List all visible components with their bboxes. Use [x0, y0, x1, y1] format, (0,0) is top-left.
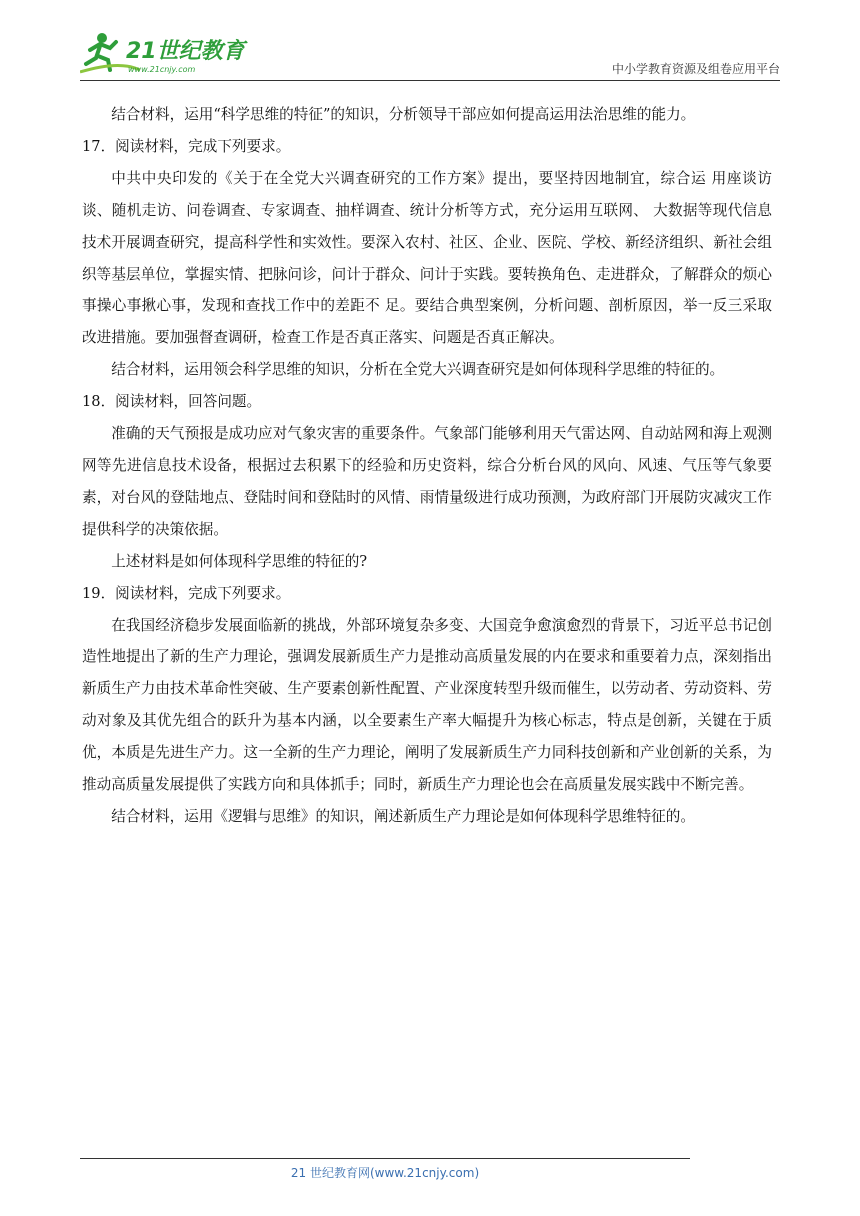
header-divider	[80, 80, 780, 81]
q18-title: 18．阅读材料，回答问题。	[82, 393, 262, 411]
q19-title: 19．阅读材料，完成下列要求。	[82, 584, 291, 602]
q18-material: 准确的天气预报是成功应对气象灾害的重要条件。气象部门能够利用天气雷达网、自动站网和海上观测网等先进信息技术设备，根据过去积累下的经验和历史资料，综合分析台风的风向、风速、气压等气象要素，对台风的登陆地点、登陆时间和登陆时的风情、雨情量级进行成功预测，为政府部门开展防灾减灾工作提供科学的决策依据。	[82, 425, 772, 538]
footer-link[interactable]: 21 世纪教育网(www.21cnjy.com)	[290, 1166, 480, 1180]
q16-prompt: 结合材料，运用“科学思维的特征”的知识，分析领导干部应如何提高运用法治思维的能力。	[111, 106, 696, 123]
logo-21cnjy	[80, 30, 250, 76]
q17-material: 中共中央印发的《关于在全党大兴调查研究的工作方案》提出，要坚持因地制宜，综合运 用座谈访谈、随机走访、问卷调查、专家调查、抽样调查、统计分析等方式，充分运用互联网、 大数据等现代信息技术开展调查研究，提高科学性和实效性。要深入农村、社区、企业、医院、学校、新经济组织、新社会组织等基层单位，掌握实情、把脉问诊，问计于群众、问计于实践。要转换角色、走进群众，了解群众的烦心事操心事揪心事，发现和查找工作中的差距不 足。要结合典型案例，分析问题、剖析原因，举一反三采取改进措施。要加强督查调研，检查工作是否真正落实、问题是否真正解决。	[82, 169, 772, 347]
q17-prompt: 结合材料，运用领会科学思维的知识，分析在全党大兴调查研究是如何体现科学思维的特征的。	[111, 361, 725, 379]
document-body	[82, 99, 772, 833]
q18-prompt: 上述材料是如何体现科学思维的特征的?	[111, 552, 368, 570]
platform-label: 中小学教育资源及组卷应用平台	[611, 62, 780, 76]
q17-title: 17．阅读材料，完成下列要求。	[82, 137, 291, 155]
footer-divider	[80, 1158, 690, 1159]
page-header	[80, 30, 780, 82]
q19-material: 在我国经济稳步发展面临新的挑战，外部环境复杂多变、大国竞争愈演愈烈的背景下，习近平总书记创造性地提出了新的生产力理论，强调发展新质生产力是推动高质量发展的内在要求和重要着力点，深刻指出新质生产力由技术革命性突破、生产要素创新性配置、产业深度转型升级而催生，以劳动者、劳动资料、劳动对象及其优先组合的跃升为基本内涵，以全要素生产率大幅提升为核心标志，特点是创新，关键在于质优，本质是先进生产力。这一全新的生产力理论，阐明了发展新质生产力同科技创新和产业创新的关系，为推动高质量发展提供了实践方向和具体抓手；同时，新质生产力理论也会在高质量发展实践中不断完善。	[82, 616, 772, 794]
svg-text:www.21cnjy.com: www.21cnjy.com	[128, 65, 196, 74]
svg-text:21世纪教育: 21世纪教育	[126, 39, 245, 64]
q19-prompt: 结合材料，运用《逻辑与思维》的知识，阐述新质生产力理论是如何体现科学思维特征的。	[111, 807, 695, 825]
